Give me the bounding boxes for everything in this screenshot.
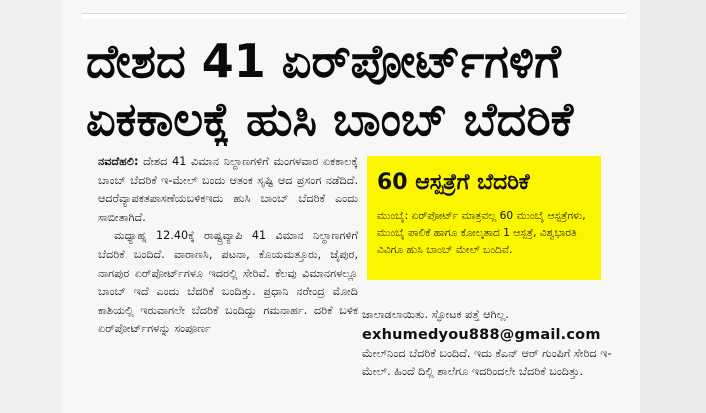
top-rule — [82, 13, 626, 19]
article-paragraph-1 — [98, 153, 358, 227]
article-paragraph-2: ಮಧ್ಯಾಹ್ನ 12.40ಕ್ಕೆ ರಾಷ್ಟ್ರವ್ಯಾಪಿ 41 ವಿಮಾನ ನಿಲ್ದಾಣಗಳಿಗೆ ಬೆದರಿಕೆ ಬಂದಿದೆ. ವಾರಾಣಸಿ, ಪಟನಾ, ಕೊಯಮತ್ತೂರು, ಜೈಪುರ, ನಾಗಪುರ ಏರ್‌ಪೋರ್ಟ್‌ಗಳೂ ಇದರಲ್ಲಿ ಸೇರಿವೆ. ಕೆಲವು ವಿಮಾನಗಳಲ್ಲೂ ಬಾಂಬ್ ಇದೆ ಎಂದು ಬೆದರಿಕೆ ಬಂದಿತ್ತು. ಪ್ರಧಾನಿ ನರೇಂದ್ರ ಮೋದಿ ಕಾಶಿಯಲ್ಲಿ ಇರುವಾಗಲೇ ಬೆದರಿಕೆ ಬಂದಿದ್ದು ಗಮನಾರ್ಹ. ದರಿಕೆ ಬಳಿಕ ಏರ್‌ಪೋರ್ಟ್‌ಗಳನ್ನು ಸಂಪೂರ್ಣ — [98, 229, 358, 336]
article-left-column — [98, 153, 358, 339]
article-right-column — [362, 306, 622, 382]
box-text: ಮುಂಬೈ: ಏರ್‌ಪೋರ್ಟ್ ಮಾತ್ರವಲ್ಲ 60 ಮುಂಬೈ ಆಸ್ಪತ್ರೆಗಳು, ಮುಂಬೈ ಪಾಲಿಕೆ ಹಾಗೂ ಕೋಲ್ಕತಾದ 1 ಆಸ್ಪತ್ರೆ, ವಿಶ್ವಭಾರತಿ ವಿವಿಗೂ ಹುಸಿ ಬಾಂಬ್ ಮೇಲ್ ಬಂದಿವೆ. — [377, 210, 586, 256]
highlight-box — [367, 156, 601, 280]
newspaper-clipping — [62, 0, 640, 413]
email-address: exhumedyou888@gmail.com — [362, 326, 601, 343]
right-margin — [640, 0, 706, 413]
right-line-2: ಮೇಲ್‌ನಿಂದ ಬೆದರಿಕೆ ಬಂದಿದೆ. ಇದು ಕೆಎನ್ ಆರ್ ಗುಂಪಿಗೆ ಸೇರಿದ ಇ-ಮೇಲ್. ಹಿಂದೆ ದಿಲ್ಲಿ ಶಾಲೆಗೂ ಇದರಿಂದಲೇ ಬೆದರಿಕೆ ಬಂದಿತ್ತು. — [362, 346, 612, 379]
headline-line-1: ದೇಶದ 41 ಏರ್‌ಪೋರ್ಟ್‌ಗಳಿಗೆ — [86, 34, 561, 88]
left-margin — [0, 0, 62, 413]
headline-line-2: ಏಕಕಾಲಕ್ಕೆ ಹುಸಿ ಬಾಂಬ್ ಬೆದರಿಕೆ — [86, 92, 574, 146]
dateline: ನವದೆಹಲಿ: — [98, 155, 139, 168]
right-line-1: ಜಾಲಾಡಲಾಯಿತು. ಸ್ಫೋಟಕ ಪತ್ತೆ ಆಗಿಲ್ಲ. — [362, 308, 509, 321]
paragraph-1-text: ದೇಶದ 41 ವಿಮಾನ ನಿಲ್ದಾಣಗಳಿಗೆ ಮಂಗಳವಾರ ಏಕಕಾಲಕ್ಕೆ ಬಾಂಬ್ ಬೆದರಿಕೆ ಇ-ಮೇಲ್ ಬಂದು ಆತಂಕ ಸೃಷ್ಟಿ ಆದ ಪ್ರಸಂಗ ನಡೆದಿದೆ. ಆದರೆವ್ಯಾಪಕತಪಾಸಣೆಯಬಳಿಕಇದು ಹುಸಿ ಬಾಂಬ್ ಬೆದರಿಕೆ ಎಂದು ಸಾಬೀತಾಗಿದೆ. — [98, 155, 358, 224]
box-title: 60 ಆಸ್ಪತ್ರೆಗೆ ಬೆದರಿಕೆ — [377, 170, 530, 195]
